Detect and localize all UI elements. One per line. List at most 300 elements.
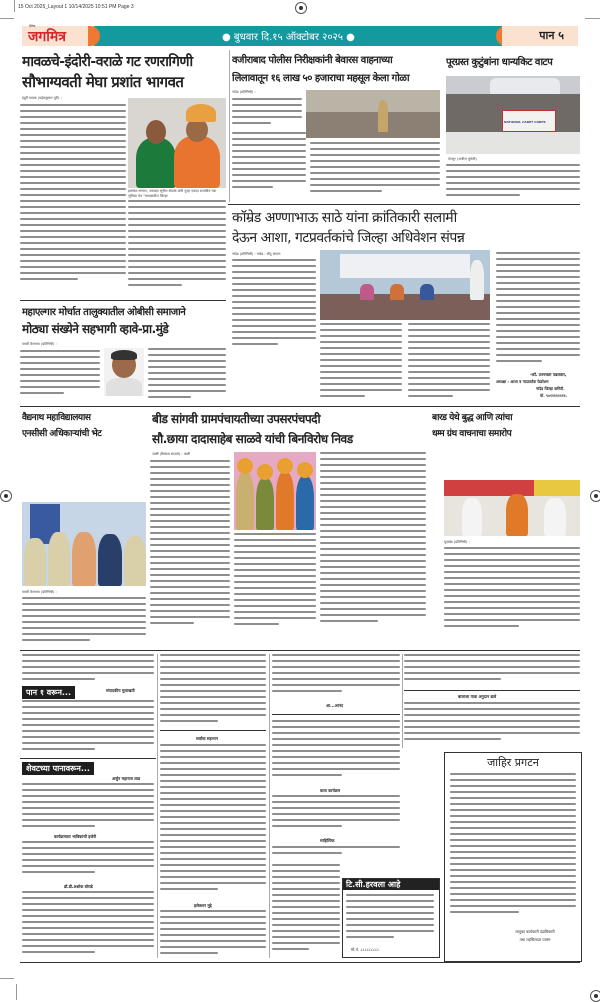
text-line — [20, 242, 126, 244]
text-line — [160, 720, 218, 722]
text-line — [148, 384, 226, 386]
text-line — [20, 218, 126, 220]
text-line — [128, 218, 226, 220]
text-line — [320, 620, 378, 622]
text-line — [20, 182, 126, 184]
text-line — [128, 254, 226, 256]
text-line — [22, 927, 154, 929]
photo-figure — [106, 378, 142, 396]
photo-figure — [390, 284, 404, 300]
section-rule — [272, 714, 400, 715]
registration-mark-icon — [590, 990, 600, 1002]
text-line — [320, 395, 365, 397]
notice-signatory: तालुका कार्यकारी दंडाधिकारी — [515, 929, 555, 934]
text-line — [408, 335, 490, 337]
text-line — [20, 278, 78, 280]
tc-lost-notice — [342, 878, 440, 958]
text-line — [128, 206, 226, 208]
text-line — [496, 300, 580, 302]
headline-beed-1: बीड सांगवी ग्रामपंचायतीच्या उपसरपंचपदी — [152, 412, 321, 426]
text-line — [20, 200, 126, 202]
text-line — [128, 236, 226, 238]
text-line — [22, 819, 154, 821]
headline-vaidyanath-2: एनसीसी अधिकाऱ्यांची भेट — [22, 429, 102, 439]
text-line — [20, 260, 126, 262]
text-line — [22, 945, 154, 947]
text-line — [450, 827, 576, 829]
text-line — [160, 940, 266, 942]
text-line — [128, 212, 226, 214]
photo-figure — [186, 104, 216, 122]
photo-figure — [136, 138, 176, 188]
headline-comrade-1: कॉम्रेड अण्णाभाऊ साठे यांना क्रांतिकारी सलामी — [232, 210, 457, 226]
text-line — [408, 383, 490, 385]
text-line — [450, 887, 576, 889]
text-line — [22, 859, 154, 861]
text-line — [232, 110, 302, 112]
text-line — [150, 490, 230, 492]
text-line — [272, 795, 400, 797]
text-line — [22, 921, 154, 923]
registration-mark-icon — [295, 2, 307, 14]
text-line — [404, 654, 580, 656]
ncc-distribution-photo — [446, 76, 580, 154]
text-line — [232, 265, 316, 267]
article-body — [128, 200, 226, 296]
text-line — [496, 342, 580, 344]
article-body — [22, 783, 154, 829]
masthead-swoosh — [88, 26, 100, 46]
text-line — [160, 876, 266, 878]
text-line — [234, 623, 279, 625]
text-line — [128, 242, 226, 244]
text-line — [232, 343, 278, 345]
text-line — [446, 182, 580, 184]
text-line — [272, 666, 400, 668]
text-line — [444, 553, 580, 555]
column-label-shevatchya: शेवटच्या पानावरून... — [22, 762, 94, 775]
text-line — [232, 168, 306, 170]
text-line — [20, 194, 126, 196]
text-line — [310, 190, 382, 192]
headline-barad-1: बारड येथे बुद्ध आणि त्यांचा — [432, 413, 513, 423]
dhamma-event-photo — [444, 480, 580, 536]
column-rule — [229, 50, 230, 202]
text-line — [22, 841, 154, 843]
text-line — [150, 604, 230, 606]
text-line — [234, 581, 316, 583]
text-line — [320, 554, 426, 556]
sarpanch-photo — [234, 452, 316, 530]
text-line — [20, 236, 126, 238]
text-line — [320, 548, 426, 550]
article-body — [160, 910, 266, 956]
text-line — [20, 380, 100, 382]
headline-wazirabad-1: वजीराबाद पोलीस निरीक्षकांनी बेवारस वाहनाच्या — [232, 55, 393, 66]
text-line — [310, 166, 440, 168]
article-body — [22, 891, 154, 955]
text-line — [22, 660, 154, 662]
text-line — [20, 392, 64, 394]
text-line — [232, 122, 271, 124]
text-line — [408, 365, 490, 367]
text-line — [160, 702, 266, 704]
text-line — [272, 732, 400, 734]
article-body — [272, 795, 400, 829]
text-line — [22, 795, 154, 797]
photo-figure — [277, 458, 293, 474]
text-line — [232, 150, 306, 152]
subhead: बालाजा यात्रा अनुदान द्यावे — [458, 694, 497, 699]
article-body — [232, 132, 306, 194]
text-line — [496, 348, 580, 350]
text-line — [272, 819, 400, 821]
text-line — [234, 617, 316, 619]
text-line — [150, 562, 230, 564]
text-line — [150, 580, 230, 582]
crop-line — [0, 18, 14, 19]
text-line — [160, 690, 266, 692]
text-line — [272, 768, 400, 770]
text-line — [150, 514, 230, 516]
text-line — [496, 306, 580, 308]
text-line — [160, 828, 266, 830]
text-line — [404, 708, 580, 710]
ncc-visit-photo — [22, 502, 146, 586]
text-line — [160, 660, 266, 662]
text-line — [150, 484, 230, 486]
text-line — [320, 347, 402, 349]
text-line — [232, 325, 316, 327]
article-body — [232, 259, 316, 349]
text-line — [234, 575, 316, 577]
page-number-panel — [502, 26, 578, 46]
text-line — [404, 720, 580, 722]
text-line — [22, 871, 95, 873]
dateline: परळी वैजनाथ (प्रतिनिधी) : — [22, 342, 57, 346]
section-rule — [228, 204, 580, 205]
text-line — [404, 672, 580, 674]
article-body — [160, 654, 266, 724]
text-line — [150, 466, 230, 468]
text-line — [320, 500, 426, 502]
text-line — [320, 584, 426, 586]
text-line — [404, 738, 501, 740]
text-line — [450, 863, 576, 865]
article-body — [22, 700, 154, 756]
text-line — [148, 366, 226, 368]
text-line — [20, 176, 126, 178]
text-line — [160, 822, 266, 824]
text-line — [272, 738, 400, 740]
text-line — [20, 368, 100, 370]
subhead: साहित्यिक — [320, 838, 335, 843]
text-line — [22, 853, 154, 855]
text-line — [320, 560, 426, 562]
text-line — [446, 188, 580, 190]
text-line — [160, 768, 266, 770]
text-line — [320, 542, 426, 544]
signoff-name: -कॉ. उज्ज्वला पडलवार, — [530, 372, 567, 377]
text-line — [232, 116, 302, 118]
subhead: कार्यक्रमाला भाविकांची हजेरी — [54, 834, 97, 839]
photo-figure — [174, 136, 220, 188]
text-line — [346, 894, 434, 896]
column-rule — [157, 654, 158, 958]
signoff-role: अध्यक्षा : आशा व गटप्रवर्तक फेडरेशन — [496, 379, 549, 384]
text-line — [320, 602, 426, 604]
text-line — [450, 785, 576, 787]
photo-figure — [72, 532, 96, 586]
text-line — [160, 852, 266, 854]
text-line — [22, 748, 95, 750]
photo-figure — [111, 350, 137, 360]
headline-meghha-2: सौभाग्यवती मेघा प्रशांत भागवत — [22, 73, 184, 91]
text-line — [22, 633, 146, 635]
text-line — [272, 900, 340, 902]
headline-beed-2: सौ.छाया दादासाहेब साळवे यांची बिनविरोध निवड — [152, 432, 353, 446]
text-line — [150, 472, 230, 474]
text-line — [22, 718, 154, 720]
subhead: आ...आनंद — [326, 703, 344, 708]
text-line — [234, 545, 316, 547]
photo-figure — [297, 462, 313, 478]
registration-mark-icon — [0, 490, 12, 502]
text-line — [22, 724, 154, 726]
text-line — [22, 597, 146, 599]
text-line — [160, 916, 266, 918]
text-line — [496, 276, 580, 278]
text-line — [272, 660, 400, 662]
text-line — [20, 152, 126, 154]
text-line — [160, 786, 266, 788]
text-line — [272, 870, 340, 872]
text-line — [450, 857, 576, 859]
text-line — [496, 324, 580, 326]
text-line — [320, 512, 426, 514]
text-line — [272, 894, 340, 896]
text-line — [232, 144, 306, 146]
text-line — [320, 536, 426, 538]
text-line — [128, 266, 226, 268]
text-line — [148, 390, 226, 392]
text-line — [150, 544, 230, 546]
text-line — [22, 627, 146, 629]
text-line — [234, 551, 316, 553]
dateline: परळी वैजनाथ (प्रतिनिधी) : — [22, 590, 57, 594]
article-body — [272, 720, 400, 782]
article-body — [446, 164, 580, 201]
text-line — [148, 360, 226, 362]
text-line — [234, 593, 316, 595]
text-line — [160, 934, 266, 936]
text-line — [446, 194, 520, 196]
text-line — [20, 110, 126, 112]
text-line — [22, 736, 154, 738]
notice-body — [450, 773, 576, 917]
text-line — [310, 160, 440, 162]
text-line — [272, 936, 340, 938]
text-line — [444, 613, 580, 615]
text-line — [232, 307, 316, 309]
text-line — [408, 341, 490, 343]
crop-line — [16, 984, 17, 1000]
photo-figure — [237, 458, 253, 474]
text-line — [22, 847, 154, 849]
text-line — [234, 557, 316, 559]
text-line — [408, 395, 453, 397]
text-line — [408, 353, 490, 355]
text-line — [444, 607, 580, 609]
text-line — [320, 572, 426, 574]
brand-logo: जगमित्र — [28, 29, 66, 45]
text-line — [22, 939, 154, 941]
text-line — [22, 891, 154, 893]
text-line — [160, 672, 266, 674]
text-line — [272, 744, 400, 746]
text-line — [408, 323, 490, 325]
headline-flood: पूरग्रस्त कुटुंबांना धान्यकिट वाटप — [446, 57, 553, 68]
text-line — [148, 396, 191, 398]
text-line — [150, 520, 230, 522]
subhead: इलेक्शन मुद्दे — [194, 903, 212, 908]
text-line — [160, 762, 266, 764]
text-line — [346, 900, 434, 902]
text-line — [496, 312, 580, 314]
text-line — [150, 532, 230, 534]
text-line — [232, 301, 316, 303]
text-line — [234, 539, 316, 541]
text-line — [272, 750, 400, 752]
text-line — [444, 595, 580, 597]
text-line — [320, 371, 402, 373]
text-line — [20, 248, 126, 250]
registration-mark-icon — [590, 490, 600, 502]
text-line — [160, 744, 266, 746]
text-line — [232, 138, 306, 140]
text-line — [496, 282, 580, 284]
text-line — [450, 839, 576, 841]
photo-figure — [470, 260, 484, 300]
subhead: कला कार्यक्रम — [320, 788, 341, 793]
text-line — [20, 140, 126, 142]
text-line — [404, 666, 580, 668]
text-line — [272, 690, 342, 692]
text-line — [320, 596, 426, 598]
text-line — [22, 742, 154, 744]
text-line — [20, 164, 126, 166]
text-line — [160, 780, 266, 782]
text-line — [20, 116, 126, 118]
text-line — [408, 359, 490, 361]
text-line — [320, 476, 426, 478]
column-rule — [402, 654, 403, 748]
section-rule — [20, 962, 580, 963]
text-line — [346, 918, 434, 920]
text-line — [408, 389, 490, 391]
text-line — [404, 678, 501, 680]
text-line — [272, 852, 342, 854]
dateline: मुदखेड (प्रतिनिधी) : — [444, 540, 470, 544]
article-body — [408, 323, 490, 403]
text-line — [150, 460, 230, 462]
text-line — [320, 377, 402, 379]
text-line — [450, 809, 576, 811]
section-rule — [160, 730, 266, 731]
text-line — [160, 834, 266, 836]
article-body — [272, 846, 400, 860]
photo-figure — [462, 498, 482, 536]
text-line — [20, 350, 100, 352]
text-line — [150, 508, 230, 510]
text-line — [234, 599, 316, 601]
text-line — [20, 104, 126, 106]
text-line — [310, 184, 440, 186]
headline-obc-2: मोठ्या संख्येने सहभागी व्हावे-प्रा.मुंडे — [22, 322, 169, 336]
text-line — [234, 569, 316, 571]
text-line — [404, 726, 580, 728]
dateline: नांदेड (प्रतिनिधी) : नांदेड : सीटू संलग्न — [232, 252, 281, 256]
text-line — [160, 774, 266, 776]
photo-figure — [360, 284, 374, 300]
text-line — [160, 922, 266, 924]
article-body — [22, 841, 154, 879]
photo-figure — [146, 120, 166, 144]
text-line — [450, 833, 576, 835]
public-notice — [444, 752, 582, 962]
text-line — [160, 810, 266, 812]
text-line — [320, 608, 426, 610]
photo-figure — [378, 100, 388, 132]
text-line — [232, 98, 302, 100]
auction-photo — [306, 90, 440, 138]
text-line — [22, 609, 146, 611]
text-line — [22, 603, 146, 605]
article-body — [20, 104, 126, 296]
text-line — [20, 356, 100, 358]
text-line — [496, 330, 580, 332]
text-line — [160, 654, 266, 656]
article-body — [272, 864, 340, 956]
text-line — [346, 906, 434, 908]
text-line — [20, 158, 126, 160]
text-line — [160, 870, 266, 872]
text-line — [320, 530, 426, 532]
text-line — [404, 702, 580, 704]
photo-figure — [257, 464, 273, 480]
masthead-brand-panel — [22, 26, 94, 46]
text-line — [150, 538, 230, 540]
column-label-paan-ek: पान १ वरून... — [22, 686, 75, 699]
text-line — [444, 547, 580, 549]
text-line — [232, 289, 316, 291]
article-body — [404, 702, 580, 746]
headline-wazirabad-2: लिलावातून १६ लाख ५० हजाराचा महसूल केला गोळा — [232, 73, 410, 84]
text-line — [272, 801, 400, 803]
text-line — [22, 621, 146, 623]
article-body — [444, 547, 580, 633]
text-line — [20, 266, 126, 268]
text-line — [272, 654, 400, 656]
article-body — [272, 654, 400, 696]
photo-stage-banner — [340, 254, 470, 278]
crop-line — [0, 978, 14, 979]
text-line — [22, 639, 90, 641]
text-line — [232, 271, 316, 273]
text-line — [160, 696, 266, 698]
text-line — [310, 172, 440, 174]
text-line — [496, 258, 580, 260]
